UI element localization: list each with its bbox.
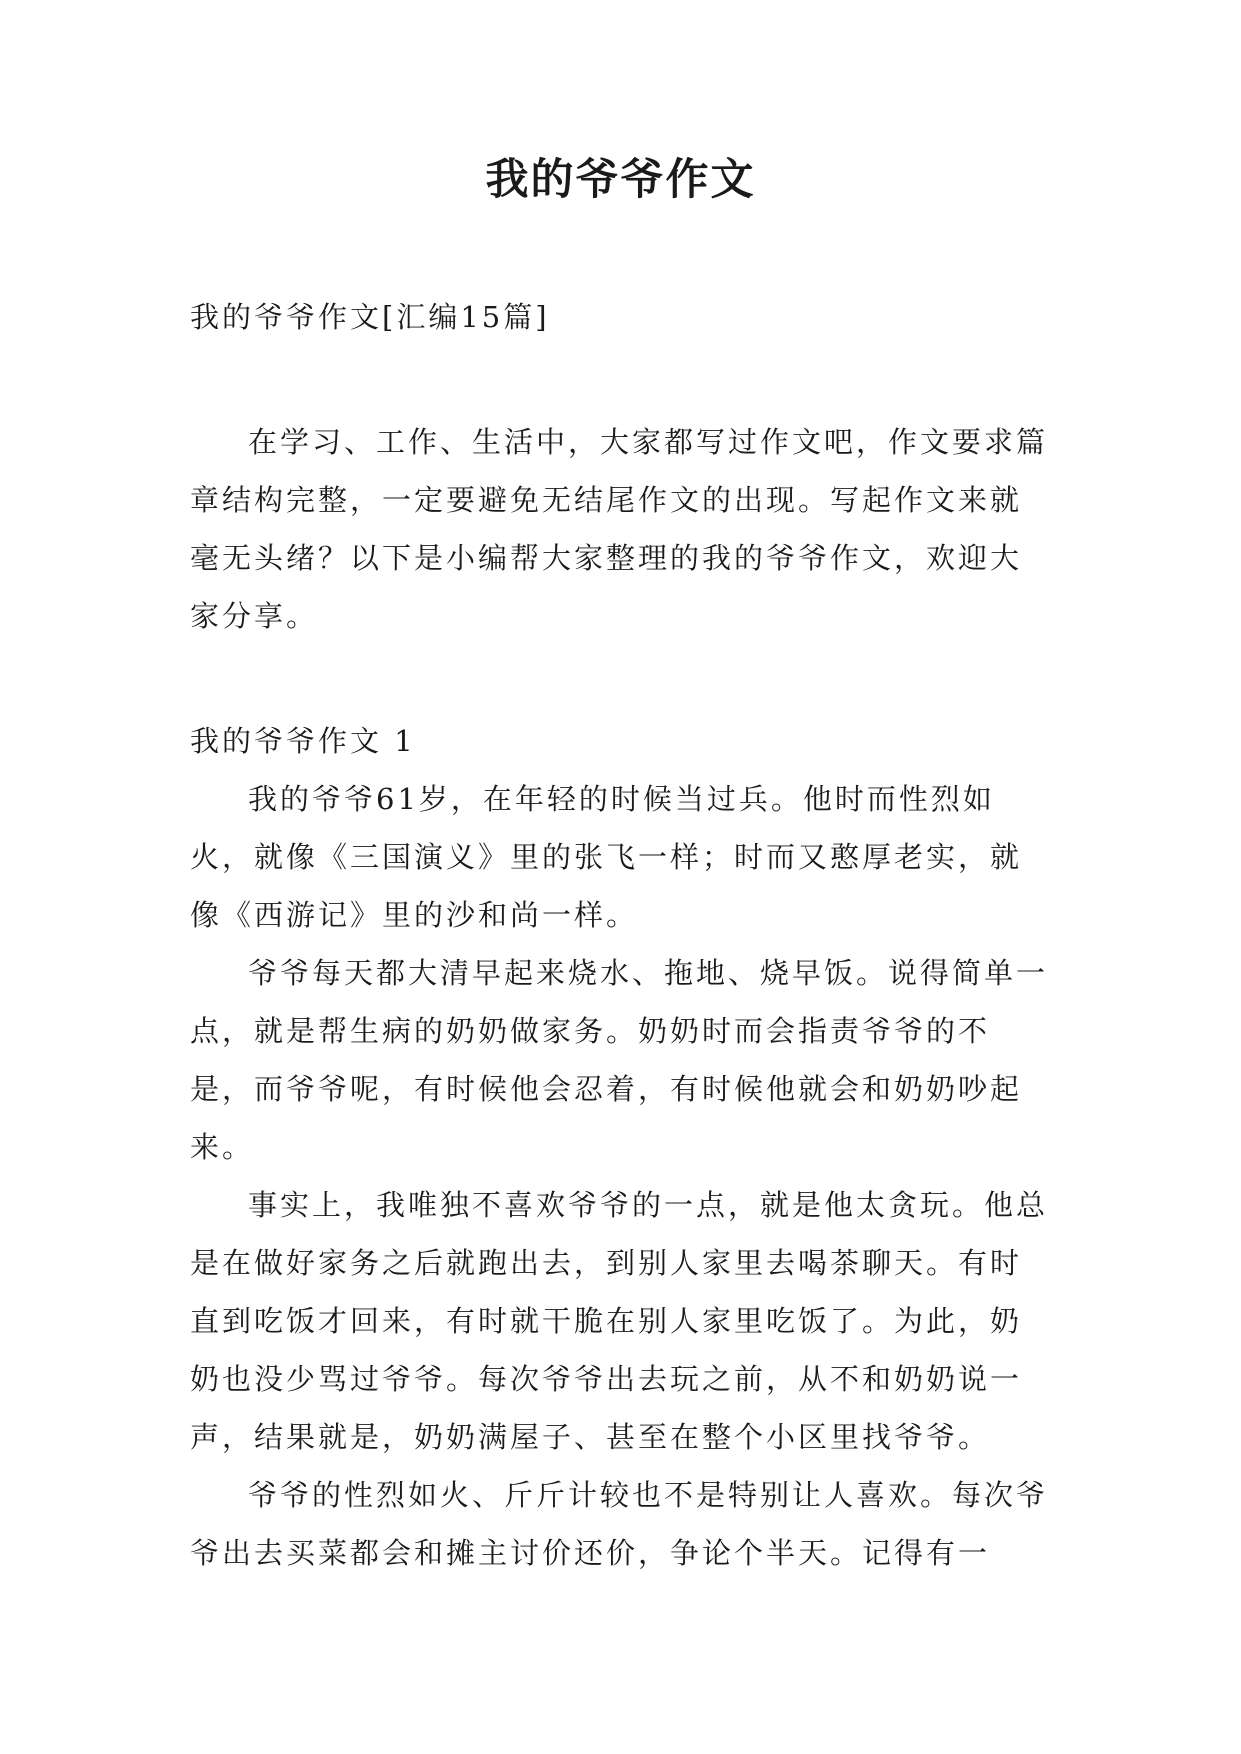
document-title: 我的爷爷作文 (485, 155, 756, 205)
intro-paragraph: 在学习、工作、生活中，大家都写过作文吧，作文要求篇章结构完整，一定要避免无结尾作文的出现。写起作文来就毫无头绪？以下是小编帮大家整理的我的爷爷作文，欢迎大家分享。 (190, 425, 1049, 633)
document-body (190, 288, 1050, 1582)
body-paragraph: 爷爷的性烈如火、斤斤计较也不是特别让人喜欢。每次爷爷出去买菜都会和摊主讨价还价，争论个半天。记得有一 (190, 1478, 1049, 1570)
body-paragraph: 我的爷爷61岁，在年轻的时候当过兵。他时而性烈如火，就像《三国演义》里的张飞一样；时而又憨厚老实，就像《西游记》里的沙和尚一样。 (190, 782, 1023, 932)
document-subtitle: 我的爷爷作文[汇编15篇] (190, 300, 550, 334)
body-paragraph: 爷爷每天都大清早起来烧水、拖地、烧早饭。说得简单一点，就是帮生病的奶奶做家务。奶奶时而会指责爷爷的不是，而爷爷呢，有时候他会忍着，有时候他就会和奶奶吵起来。 (190, 956, 1049, 1164)
essay-section (190, 712, 1050, 1582)
body-paragraph: 事实上，我唯独不喜欢爷爷的一点，就是他太贪玩。他总是在做好家务之后就跑出去，到别人家里去喝茶聊天。有时直到吃饭才回来，有时就干脆在别人家里吃饭了。为此，奶奶也没少骂过爷爷。每次爷爷出去玩之前，从不和奶奶说一声，结果就是，奶奶满屋子、甚至在整个小区里找爷爷。 (190, 1188, 1049, 1454)
section-heading: 我的爷爷作文 1 (190, 724, 416, 758)
